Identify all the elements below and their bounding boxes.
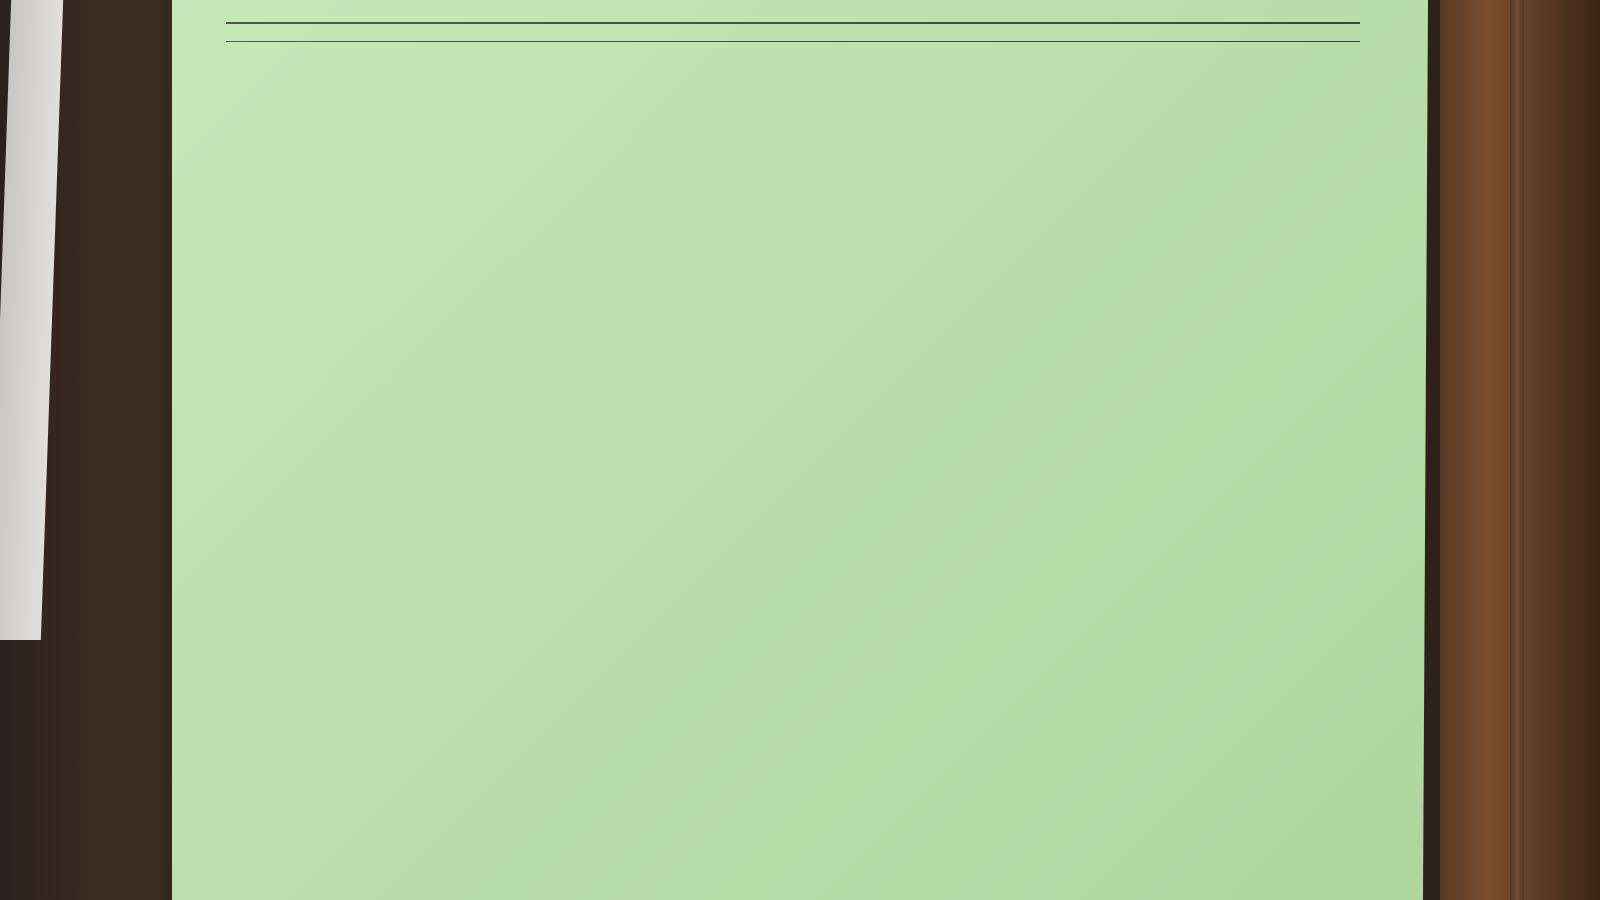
wooden-frame [1440,0,1600,900]
pedigree-sheet [172,0,1428,900]
header-urgrosseltern [778,22,1070,42]
header-grosseltern [494,22,778,42]
header-ururgrosseltern [1070,22,1360,42]
background-paper [0,0,63,640]
header-eltern [226,22,494,42]
